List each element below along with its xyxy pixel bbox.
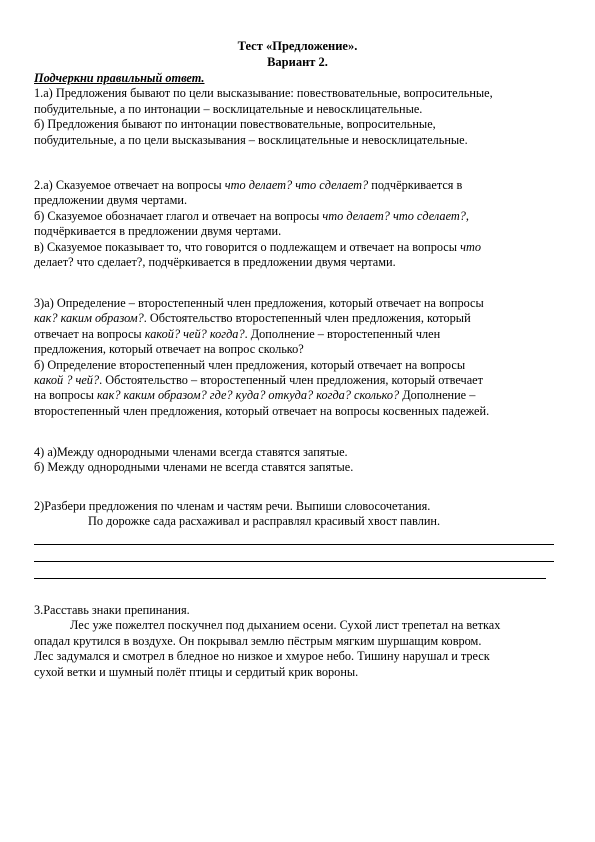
q3a-line-2	[34, 311, 574, 326]
q2c-question: что	[460, 239, 482, 254]
q3b-text-3-end: Дополнение –	[399, 388, 476, 403]
q3a-line-4: предложения, который отвечает на вопрос сколько?	[34, 342, 304, 357]
task2-sentence: По дорожке сада расхаживал и расправлял красивый хвост павлин.	[88, 514, 441, 529]
task2-instruction: 2)Разбери предложения по членам и частям речи. Выпиши словосочетания.	[34, 499, 431, 513]
task3-text-line-3: Лес задумался и смотрел в бледное но низкое и хмурое небо. Тишину нарушал и треск	[34, 649, 490, 664]
answer-line-1[interactable]	[34, 544, 554, 545]
q2a-text: 2.а) Сказуемое отвечает на вопросы	[34, 178, 225, 192]
q2b-text: б) Сказуемое обозначает глагол и отвечает на вопросы	[34, 208, 323, 223]
answer-line-2[interactable]	[34, 561, 554, 562]
question-2	[34, 178, 574, 270]
q3a-questions-1: как? каким образом?	[34, 311, 144, 326]
q1a-line-1: 1.а) Предложения бывают по цели высказывание: повествовательные, вопросительные,	[34, 86, 493, 101]
task3-section	[34, 603, 574, 680]
task1-section	[34, 71, 574, 148]
task2-section	[34, 499, 574, 530]
task3-text-line-2: опадал крутился в воздухе. Он покрывал землю пёстрым мягким шуршащим ковром.	[34, 633, 482, 648]
q3a-text-3: отвечает на вопросы	[34, 326, 145, 341]
q2b-line-1	[34, 209, 574, 224]
q3a-line-3	[34, 327, 574, 342]
q2c-line-2: делает? что сделает?, подчёркивается в предложении двумя чертами.	[34, 254, 396, 269]
q4b-line: б) Между однородными членами не всегда ставятся запятые.	[34, 460, 354, 475]
q3b-questions-1: какой ? чей?	[34, 372, 100, 387]
q3b-line-3	[34, 388, 574, 403]
q2a-line-2: предложении двумя чертами.	[34, 193, 188, 208]
question-3	[34, 296, 574, 419]
q3b-text-3: на вопросы	[34, 388, 97, 403]
q2b-line-2: подчёркивается в предложении двумя чертами.	[34, 224, 282, 239]
q2a-questions: что делает? что сделает?	[224, 178, 369, 192]
q3b-questions-2: как? каким образом? где? куда? откуда? когда? сколько?	[96, 388, 400, 403]
q3b-text-2: . Обстоятельство – второстепенный член предложения, который отвечает	[99, 372, 483, 387]
task3-instruction: 3.Расставь знаки препинания.	[34, 603, 190, 617]
task3-text-line-4: сухой ветки и шумный полёт птицы и сердитый крик вороны.	[34, 664, 359, 679]
q1a-line-2: побудительные, а по интонации – восклицательные и невосклицательные.	[34, 101, 423, 116]
q1b-line-2: побудительные, а по цели высказывания – восклицательные и невосклицательные.	[34, 132, 468, 147]
test-title: Тест «Предложение».	[237, 39, 358, 53]
q2a-line-1	[34, 178, 574, 193]
q1b-line-1: б) Предложения бывают по интонации повествовательные, вопросительные,	[34, 117, 436, 132]
answer-line-3[interactable]	[34, 578, 546, 579]
q3b-line-4: второстепенный член предложения, который отвечает на вопросы косвенных падежей.	[34, 403, 490, 418]
q4a-line: 4) а)Между однородными членами всегда ставятся запятые.	[34, 445, 348, 459]
q3a-questions-2: какой? чей? когда?	[144, 326, 245, 341]
task1-instruction: Подчеркни правильный ответ.	[34, 71, 205, 85]
task3-text-line-1: Лес уже пожелтел поскучнел под дыханием осени. Сухой лист трепетал на ветках	[70, 618, 501, 633]
q2a-text-end: подчёркивается в	[368, 178, 463, 192]
q3b-line-2	[34, 373, 574, 388]
q2c-text: в) Сказуемое показывает то, что говорится о подлежащем и отвечает на вопросы	[34, 239, 461, 254]
q3b-line-1: б) Определение второстепенный член предложения, который отвечает на вопросы	[34, 357, 466, 372]
q3a-text-2: . Обстоятельство второстепенный член предложения, который	[143, 311, 471, 326]
q2c-line-1	[34, 240, 574, 255]
variant-title: Вариант 2.	[267, 55, 328, 69]
q3a-line-1: 3)а) Определение – второстепенный член предложения, который отвечает на вопросы	[34, 296, 484, 310]
q2b-questions: что делает? что сделает?,	[322, 208, 469, 223]
q3a-text-3-end: . Дополнение – второстепенный член	[244, 326, 441, 341]
question-4	[34, 445, 574, 476]
